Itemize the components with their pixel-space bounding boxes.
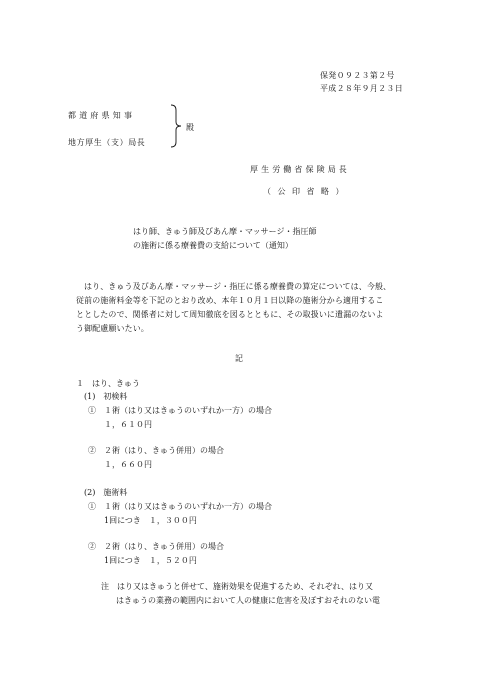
subsection-treatment-fee: (2) 施術料: [84, 488, 128, 497]
document-title-line-1: はり師、きゅう師及びあん摩・マッサージ・指圧師: [133, 227, 317, 236]
body-paragraph-line: 従前の施術料金等を下記のとおり改め、本年１０月１日以降の施術分から適用するこ: [76, 296, 384, 305]
fee-item-label: ① １術（はり又はきゅうのいずれか一方）の場合: [88, 406, 272, 415]
fee-item-price: １，６１０円: [104, 420, 152, 429]
body-paragraph-line: はり、きゅう及びあん摩・マッサージ・指圧に係る療養費の算定については、今般、: [84, 282, 392, 291]
body-paragraph-line: う御配慮願いたい。: [76, 324, 149, 333]
document-number: 保発０９２３第２号: [320, 71, 395, 80]
section-1-heading: １ はり、きゅう: [76, 379, 140, 388]
addressee-prefectural-governors: 都道府県知事: [68, 111, 136, 120]
note-line-1: 注 はり又はきゅうと併せて、施術効果を促進するため、それぞれ、はり又: [101, 582, 373, 591]
sender-name: 厚生労働省保険局長: [250, 165, 350, 174]
fee-item-label: ② ２術（はり、きゅう併用）の場合: [88, 446, 224, 455]
body-paragraph-line: ととしたので、関係者に対して周知徹底を図るとともに、その取扱いに遺漏のないよ: [76, 310, 384, 319]
addressee-brace: [170, 104, 184, 148]
note-line-2: はきゅうの業務の範囲内において人の健康に危害を及ぼすおそれのない電: [116, 596, 380, 605]
honorific: 殿: [186, 123, 194, 132]
document-date: 平成２８年９月２３日: [320, 84, 403, 93]
document-title-line-2: の施術に係る療養費の支給について（通知）: [133, 241, 293, 250]
fee-item-label: ① １術（はり又はきゅうのいずれか一方）の場合: [88, 502, 272, 511]
addressee-regional-bureau-directors: 地方厚生（支）局長: [68, 138, 146, 147]
seal-omitted-note: （公印省略）: [263, 187, 350, 196]
fee-item-price: 1回につき １，３００円: [104, 516, 197, 525]
ki-heading: 記: [235, 354, 243, 363]
subsection-initial-exam-fee: (1) 初検料: [84, 392, 128, 401]
fee-item-price: １，６６０円: [104, 460, 152, 469]
fee-item-label: ② ２術（はり、きゅう併用）の場合: [88, 542, 224, 551]
fee-item-price: 1回につき １，５２０円: [104, 556, 197, 565]
